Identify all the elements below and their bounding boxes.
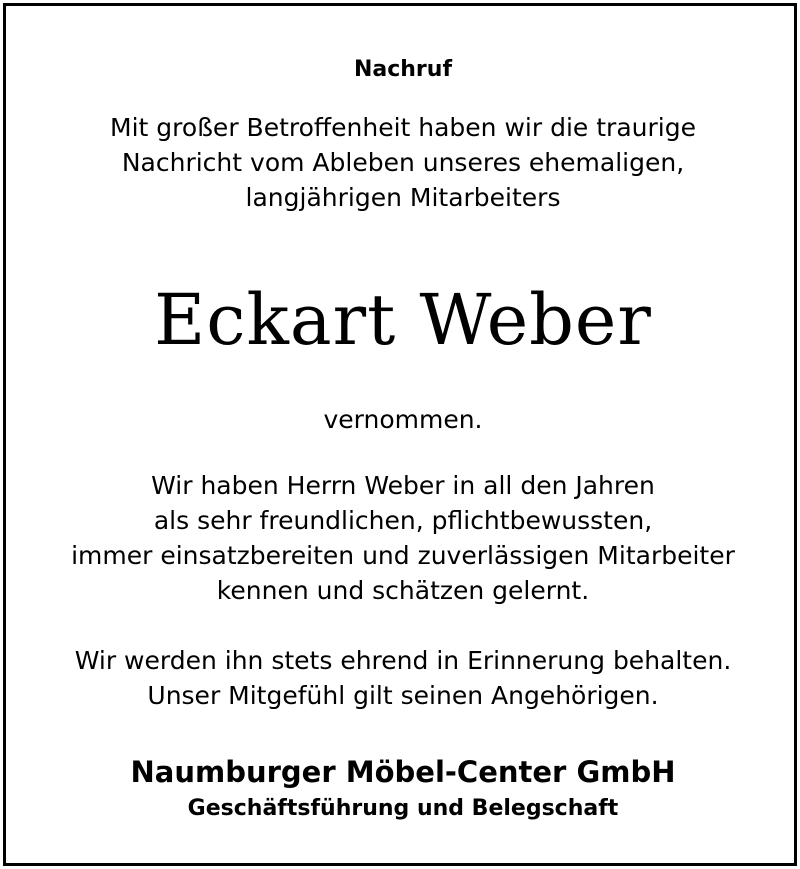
condolence-line: Wir werden ihn stets ehrend in Erinnerung behalten.	[74, 646, 732, 675]
tribute-paragraph	[6, 468, 800, 608]
tribute-line: als sehr freundlichen, pflichtbewussten,	[153, 506, 653, 535]
tribute-line: immer einsatzbereiten und zuverlässigen Mitarbeiter	[71, 541, 735, 570]
condolence-paragraph	[6, 643, 800, 713]
obituary-notice	[3, 3, 797, 866]
tribute-line: Wir haben Herrn Weber in all den Jahren	[151, 471, 655, 500]
after-name-text: vernommen.	[323, 405, 483, 434]
company-name: Naumburger Möbel-Center GmbH	[130, 755, 676, 789]
intro-line: Nachricht vom Ableben unseres ehemaligen,	[121, 148, 685, 177]
notice-heading: Nachruf	[353, 57, 453, 82]
condolence-line: Unser Mitgefühl gilt seinen Angehörigen.	[147, 681, 659, 710]
intro-line: langjährigen Mitarbeiters	[245, 183, 561, 212]
intro-text	[6, 110, 800, 215]
intro-line: Mit großer Betroffenheit haben wir die traurige	[110, 113, 696, 142]
company-signatories: Geschäftsführung und Belegschaft	[187, 796, 619, 821]
deceased-name: Eckart Weber	[154, 279, 652, 361]
tribute-line: kennen und schätzen gelernt.	[216, 576, 590, 605]
